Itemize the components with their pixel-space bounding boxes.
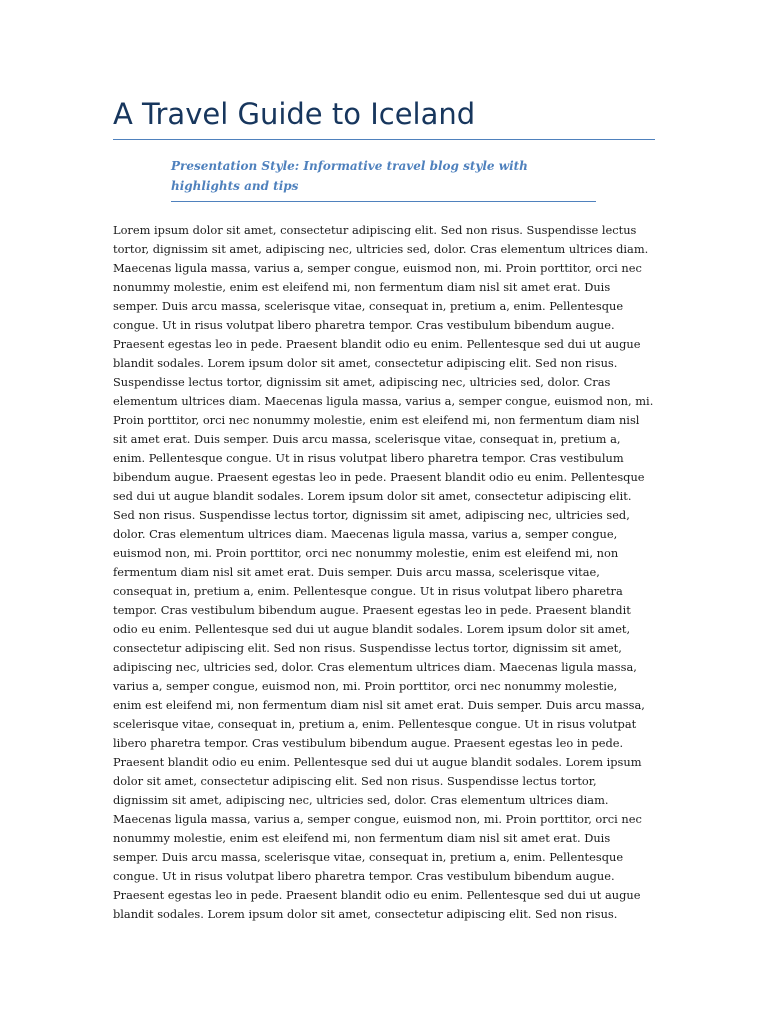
body-line: consectetur adipiscing elit. Sed non risus. Suspendisse lectus tortor, dignissim sit amet, [113, 641, 622, 655]
body-line: euismod non, mi. Proin porttitor, orci nec nonummy molestie, enim est eleifend mi, non [113, 546, 619, 560]
body-line: adipiscing nec, ultricies sed, dolor. Cras elementum ultrices diam. Maecenas ligula massa, [113, 660, 637, 674]
body-line: sed dui ut augue blandit sodales. Lorem ipsum dolor sit amet, consectetur adipiscing elit. [113, 489, 632, 503]
body-line: enim. Pellentesque congue. Ut in risus volutpat libero pharetra tempor. Cras vestibulum [113, 451, 624, 465]
presentation-style-quote [171, 157, 596, 196]
body-line: semper. Duis arcu massa, scelerisque vitae, consequat in, pretium a, enim. Pellentesque [113, 299, 624, 313]
body-line: Lorem ipsum dolor sit amet, consectetur adipiscing elit. Sed non risus. Suspendisse lectus [113, 223, 637, 237]
body-line: elementum ultrices diam. Maecenas ligula massa, varius a, semper congue, euismod non, mi. [113, 394, 654, 408]
body-line: nonummy molestie, enim est eleifend mi, non fermentum diam nisl sit amet erat. Duis [113, 280, 611, 294]
body-line: Proin porttitor, orci nec nonummy molestie, enim est eleifend mi, non fermentum diam nisl [113, 413, 640, 427]
body-line: congue. Ut in risus volutpat libero pharetra tempor. Cras vestibulum bibendum augue. [113, 869, 615, 883]
body-paragraph [113, 221, 663, 924]
body-line: libero pharetra tempor. Cras vestibulum bibendum augue. Praesent egestas leo in pede. [113, 736, 624, 750]
body-line: consequat in, pretium a, enim. Pellentesque congue. Ut in risus volutpat libero pharetra [113, 584, 623, 598]
body-line: tortor, dignissim sit amet, adipiscing nec, ultricies sed, dolor. Cras elementum ultrices diam. [113, 242, 649, 256]
body-line: fermentum diam nisl sit amet erat. Duis semper. Duis arcu massa, scelerisque vitae, [113, 565, 600, 579]
body-line: Suspendisse lectus tortor, dignissim sit amet, adipiscing nec, ultricies sed, dolor. Cras [113, 375, 611, 389]
body-line: Sed non risus. Suspendisse lectus tortor, dignissim sit amet, adipiscing nec, ultricies sed, [113, 508, 630, 522]
body-line: Praesent blandit odio eu enim. Pellentesque sed dui ut augue blandit sodales. Lorem ipsum [113, 755, 642, 769]
body-line: dolor sit amet, consectetur adipiscing elit. Sed non risus. Suspendisse lectus tortor, [113, 774, 597, 788]
body-line: nonummy molestie, enim est eleifend mi, non fermentum diam nisl sit amet erat. Duis [113, 831, 611, 845]
body-line: tempor. Cras vestibulum bibendum augue. Praesent egestas leo in pede. Praesent blandit [113, 603, 631, 617]
body-line: blandit sodales. Lorem ipsum dolor sit amet, consectetur adipiscing elit. Sed non risus. [113, 907, 618, 921]
body-line: bibendum augue. Praesent egestas leo in pede. Praesent blandit odio eu enim. Pellentesque [113, 470, 645, 484]
body-line: odio eu enim. Pellentesque sed dui ut augue blandit sodales. Lorem ipsum dolor sit amet, [113, 622, 631, 636]
body-line: scelerisque vitae, consequat in, pretium a, enim. Pellentesque congue. Ut in risus volutpat [113, 717, 637, 731]
body-line: Praesent egestas leo in pede. Praesent blandit odio eu enim. Pellentesque sed dui ut augue [113, 888, 641, 902]
body-line: semper. Duis arcu massa, scelerisque vitae, consequat in, pretium a, enim. Pellentesque [113, 850, 624, 864]
body-line: Maecenas ligula massa, varius a, semper congue, euismod non, mi. Proin porttitor, orci nec [113, 261, 642, 275]
body-line: sit amet erat. Duis semper. Duis arcu massa, scelerisque vitae, consequat in, pretium a, [113, 432, 621, 446]
quote-divider [171, 201, 596, 202]
body-line: enim est eleifend mi, non fermentum diam nisl sit amet erat. Duis semper. Duis arcu massa, [113, 698, 645, 712]
body-line: Praesent egestas leo in pede. Praesent blandit odio eu enim. Pellentesque sed dui ut augue [113, 337, 641, 351]
body-line: congue. Ut in risus volutpat libero pharetra tempor. Cras vestibulum bibendum augue. [113, 318, 615, 332]
presentation-style-text: Presentation Style: Informative travel blog style with highlights and tips [171, 159, 528, 193]
body-line: dolor. Cras elementum ultrices diam. Maecenas ligula massa, varius a, semper congue, [113, 527, 618, 541]
document-title: A Travel Guide to Iceland [113, 97, 476, 131]
body-line: dignissim sit amet, adipiscing nec, ultricies sed, dolor. Cras elementum ultrices diam. [113, 793, 609, 807]
body-line: Maecenas ligula massa, varius a, semper congue, euismod non, mi. Proin porttitor, orci nec [113, 812, 642, 826]
title-divider [113, 139, 655, 140]
body-line: blandit sodales. Lorem ipsum dolor sit amet, consectetur adipiscing elit. Sed non risus. [113, 356, 618, 370]
body-line: varius a, semper congue, euismod non, mi. Proin porttitor, orci nec nonummy molestie, [113, 679, 618, 693]
